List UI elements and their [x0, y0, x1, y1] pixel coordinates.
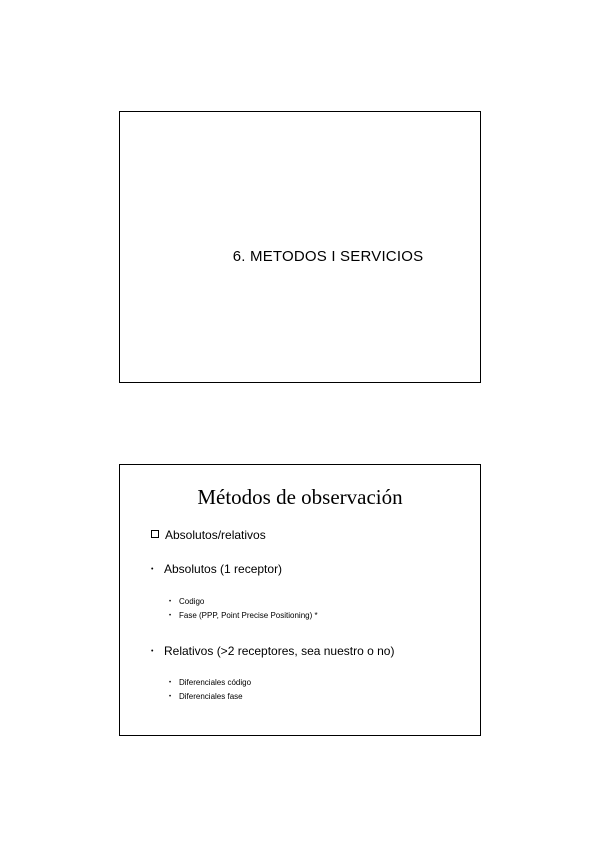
bullet-text: Relativos (>2 receptores, sea nuestro o no)	[164, 644, 395, 658]
sub-bullet-fase	[169, 611, 318, 620]
bullet-text: Fase (PPP, Point Precise Positioning) *	[179, 611, 318, 620]
bullet-item-absolutos-relativos	[151, 528, 266, 542]
bullet-text: Codigo	[179, 597, 205, 606]
square-bullet-icon	[151, 530, 159, 538]
dot-bullet-icon: •	[151, 648, 154, 655]
bullet-text: Diferenciales código	[179, 678, 252, 687]
sub-bullet-diferenciales-fase	[169, 692, 243, 701]
bullet-text: Absolutos/relativos	[165, 528, 266, 542]
bullet-item-relativos	[151, 644, 394, 658]
dot-bullet-icon: •	[169, 599, 172, 605]
dot-bullet-icon: •	[169, 613, 172, 619]
bullet-text: Absolutos (1 receptor)	[164, 562, 283, 576]
bullet-item-absolutos	[151, 562, 282, 576]
bullet-text: Diferenciales fase	[179, 692, 243, 701]
slide-2	[119, 464, 481, 736]
dot-bullet-icon: •	[169, 694, 172, 700]
dot-bullet-icon: •	[169, 680, 172, 686]
dot-bullet-icon: •	[151, 566, 154, 573]
sub-bullet-diferenciales-codigo	[169, 678, 251, 687]
slide-1-title: 6. METODOS I SERVICIOS	[232, 248, 424, 265]
sub-bullet-codigo	[169, 597, 204, 606]
slide-2-title: Métodos de observación	[197, 485, 403, 509]
slide-1	[119, 111, 481, 383]
